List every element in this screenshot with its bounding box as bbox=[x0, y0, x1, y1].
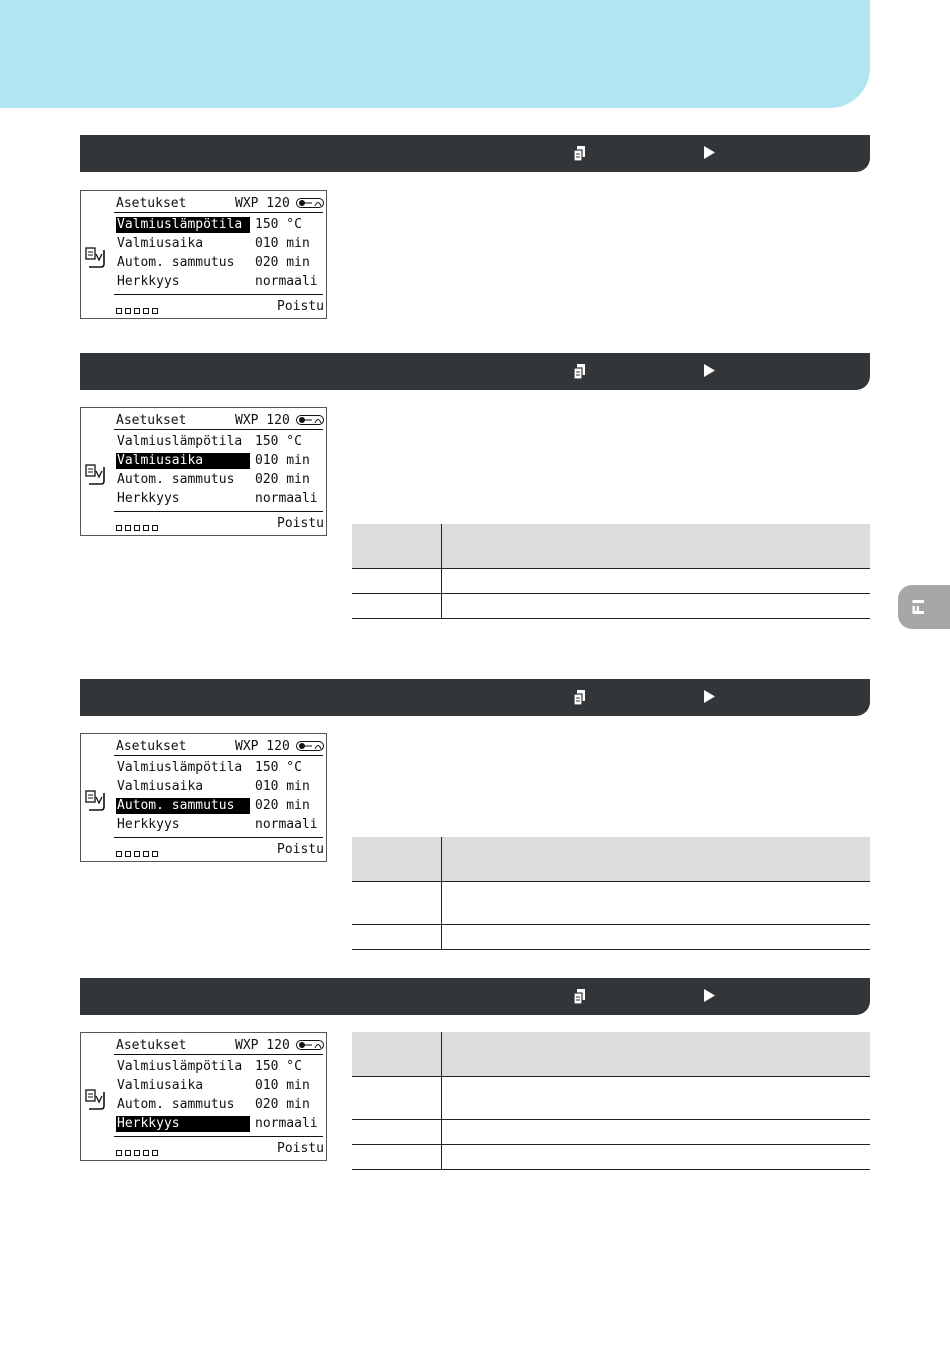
section-bar-4 bbox=[80, 978, 870, 1015]
play-icon bbox=[704, 364, 715, 377]
lcd-row[interactable]: Autom. sammutus 020 min bbox=[117, 798, 310, 813]
heater-status-icon bbox=[296, 198, 324, 208]
play-icon bbox=[704, 989, 715, 1002]
exit-label[interactable]: Poistu bbox=[277, 516, 324, 531]
top-banner bbox=[0, 0, 870, 108]
heater-status-icon bbox=[296, 1040, 324, 1050]
list-icon bbox=[574, 364, 586, 380]
lcd-row[interactable]: Herkkyys normaali bbox=[117, 491, 318, 506]
lcd-screen-1 bbox=[80, 190, 327, 319]
value-table-3 bbox=[352, 837, 870, 950]
settings-icon bbox=[85, 246, 107, 270]
lcd-title: Asetukset bbox=[116, 739, 187, 754]
lcd-model: WXP 120 bbox=[235, 739, 290, 754]
lcd-row[interactable]: Autom. sammutus 020 min bbox=[117, 472, 310, 487]
exit-label[interactable]: Poistu bbox=[277, 1141, 324, 1156]
value-table-2 bbox=[352, 524, 870, 619]
lcd-row[interactable]: Valmiuslämpötila 150 °C bbox=[117, 1059, 302, 1074]
lcd-screen-4 bbox=[80, 1032, 327, 1161]
page-dots bbox=[116, 1145, 161, 1160]
settings-icon bbox=[85, 463, 107, 487]
page-dots bbox=[116, 303, 161, 318]
table-header bbox=[352, 1032, 870, 1077]
lcd-row[interactable]: Valmiusaika 010 min bbox=[117, 1078, 310, 1093]
lcd-screen-2 bbox=[80, 407, 327, 536]
heater-status-icon bbox=[296, 415, 324, 425]
page-dots bbox=[116, 520, 161, 535]
lcd-title: Asetukset bbox=[116, 413, 187, 428]
lcd-row[interactable]: Valmiuslämpötila 150 °C bbox=[117, 760, 302, 775]
page-dots bbox=[116, 846, 161, 861]
settings-icon bbox=[85, 789, 107, 813]
lcd-row[interactable]: Valmiusaika 010 min bbox=[117, 453, 310, 468]
table-header bbox=[352, 524, 870, 569]
language-label: FI bbox=[908, 598, 928, 616]
lcd-row[interactable]: Valmiuslämpötila 150 °C bbox=[117, 434, 302, 449]
value-table-4 bbox=[352, 1032, 870, 1170]
lcd-row[interactable]: Valmiusaika 010 min bbox=[117, 236, 310, 251]
exit-label[interactable]: Poistu bbox=[277, 842, 324, 857]
table-row bbox=[352, 1077, 870, 1120]
lcd-row[interactable]: Autom. sammutus 020 min bbox=[117, 1097, 310, 1112]
play-icon bbox=[704, 146, 715, 159]
section-bar-3 bbox=[80, 679, 870, 716]
list-icon bbox=[574, 989, 586, 1005]
table-row bbox=[352, 1145, 870, 1170]
lcd-row[interactable]: Herkkyys normaali bbox=[117, 274, 318, 289]
lcd-title: Asetukset bbox=[116, 1038, 187, 1053]
table-row bbox=[352, 925, 870, 950]
table-header bbox=[352, 837, 870, 882]
lcd-screen-3 bbox=[80, 733, 327, 862]
lcd-model: WXP 120 bbox=[235, 1038, 290, 1053]
language-tab bbox=[898, 585, 950, 629]
heater-status-icon bbox=[296, 741, 324, 751]
exit-label[interactable]: Poistu bbox=[277, 299, 324, 314]
lcd-row[interactable]: Herkkyys normaali bbox=[117, 817, 318, 832]
table-row bbox=[352, 882, 870, 925]
lcd-title: Asetukset bbox=[116, 196, 187, 211]
table-row bbox=[352, 569, 870, 594]
list-icon bbox=[574, 146, 586, 162]
table-row bbox=[352, 1120, 870, 1145]
lcd-row[interactable]: Autom. sammutus 020 min bbox=[117, 255, 310, 270]
lcd-row[interactable]: Herkkyys normaali bbox=[117, 1116, 318, 1131]
play-icon bbox=[704, 690, 715, 703]
lcd-model: WXP 120 bbox=[235, 413, 290, 428]
section-bar-1 bbox=[80, 135, 870, 172]
settings-icon bbox=[85, 1088, 107, 1112]
section-bar-2 bbox=[80, 353, 870, 390]
lcd-row[interactable]: Valmiuslämpötila 150 °C bbox=[117, 217, 302, 232]
list-icon bbox=[574, 690, 586, 706]
lcd-row[interactable]: Valmiusaika 010 min bbox=[117, 779, 310, 794]
lcd-model: WXP 120 bbox=[235, 196, 290, 211]
table-row bbox=[352, 594, 870, 619]
